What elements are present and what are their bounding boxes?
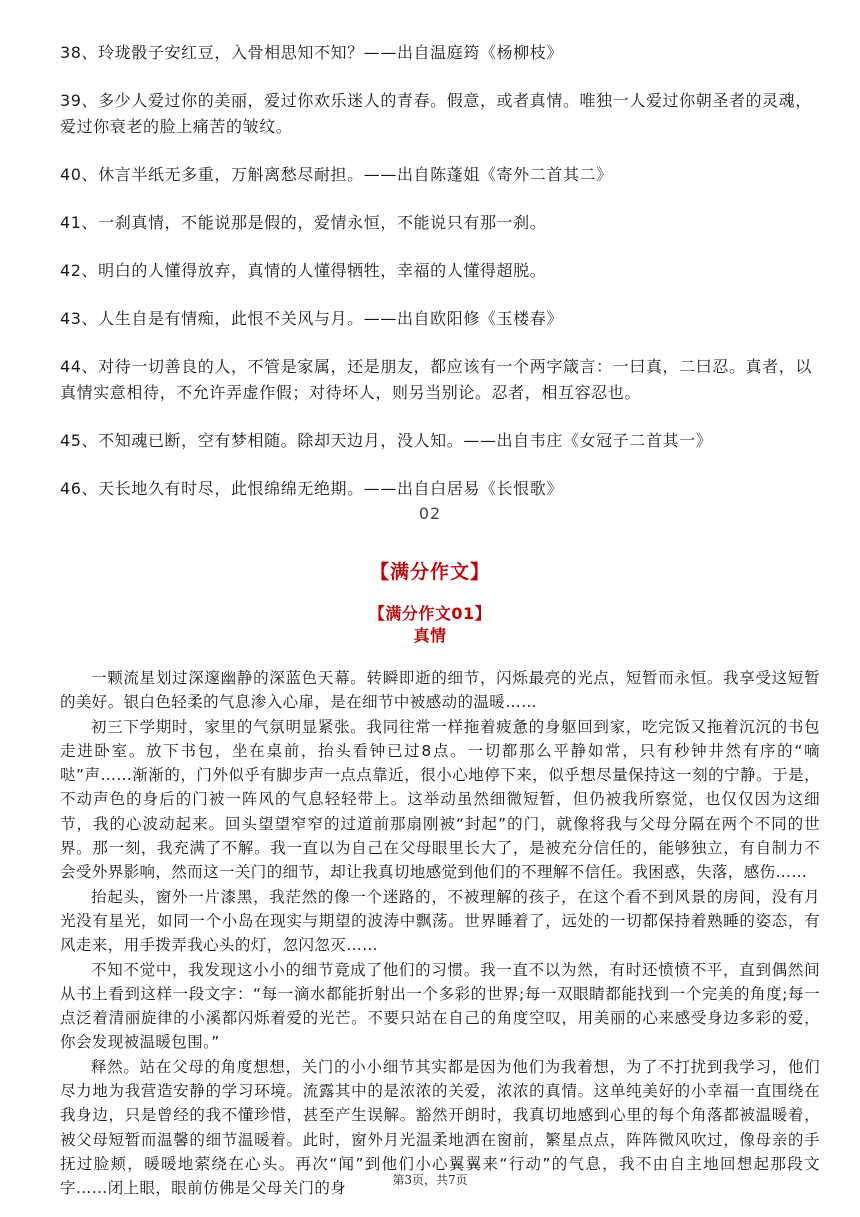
quote-item: 45、不知魂已断，空有梦相随。除却天边月，没人知。——出自韦庄《女冠子二首其一》 xyxy=(60,431,713,450)
essay-title: 真情 xyxy=(413,626,447,645)
quote-item: 40、休言半纸无多重，万斛离愁尽耐担。——出自陈蓬姐《寄外二首其二》 xyxy=(60,165,613,184)
essay-paragraph: 一颗流星划过深邃幽静的深蓝色天幕。转瞬即逝的细节，闪烁最亮的光点，短暂而永恒。我享受这短暂的美好。银白色轻柔的气息渗入心扉，是在细节中被感动的温暖…… xyxy=(60,669,820,712)
section-title: 【满分作文】 xyxy=(369,561,490,583)
quote-item: 38、玲珑骰子安红豆，入骨相思知不知？——出自温庭筠《杨柳枝》 xyxy=(60,43,563,62)
section-number: 02 xyxy=(418,504,442,523)
essay-label: 【满分作文01】 xyxy=(368,604,492,623)
essay-paragraph: 不知不觉中，我发现这小小的细节竟成了他们的习惯。我一直不以为然，有时还愤愤不平，直到偶然间从书上看到这样一段文字：“每一滴水都能折射出一个多彩的世界;每一双眼睛都能找到一个完美的角度;每一点泛着清丽旋律的小溪都闪烁着爱的光芒。不要只站在自己的角度空叹，用美丽的心来感受身边多彩的爱，你会发现被温暖包围。” xyxy=(60,960,820,1052)
quote-item: 41、一刹真情，不能说那是假的，爱情永恒，不能说只有那一刹。 xyxy=(60,213,547,232)
essay-paragraph: 抬起头，窗外一片漆黑，我茫然的像一个迷路的，不被理解的孩子，在这个看不到风景的房间，没有月光没有星光，如同一个小岛在现实与期望的波涛中飘荡。世界睡着了，远处的一切都保持着熟睡的姿态，有风走来，用手拨弄我心头的灯，忽闪忽灭…… xyxy=(60,887,820,955)
quote-item: 44、对待一切善良的人，不管是家属，还是朋友，都应该有一个两字箴言：一曰真，二曰忍。真者，以真情实意相待，不允许弄虚作假；对待坏人，则另当别论。忍者，相互容忍也。 xyxy=(60,357,812,402)
essay-heading xyxy=(0,603,860,647)
quote-item: 43、人生自是有情痴，此恨不关风与月。——出自欧阳修《玉楼春》 xyxy=(60,309,563,328)
quote-list xyxy=(60,40,820,524)
quote-item: 39、多少人爱过你的美丽，爱过你欢乐迷人的青春。假意，或者真情。唯独一人爱过你朝圣者的灵魂，爱过你衰老的脸上痛苦的皱纹。 xyxy=(60,91,812,136)
quote-item: 46、天长地久有时尽，此恨绵绵无绝期。——出自白居易《长恨歌》 xyxy=(60,479,563,498)
essay-paragraph: 释然。站在父母的角度想想，关门的小小细节其实都是因为他们为我着想，为了不打扰到我学习，他们尽力地为我营造安静的学习环境。流露其中的是浓浓的关爱，浓浓的真情。这单纯美好的小幸福一直围绕在我身边，只是曾经的我不懂珍惜，甚至产生误解。豁然开朗时，我真切地感到心里的每个角落都被温暖着，被父母短暂而温馨的细节温暖着。此时，窗外月光温柔地洒在窗前，繁星点点，阵阵微风吹过，像母亲的手抚过脸颊，暖暖地萦绕在心头。再次“闻”到他们小心翼翼来“行动”的气息，我不由自主地回想起那段文字……闭上眼，眼前仿佛是父母关门的身 xyxy=(60,1057,820,1198)
quote-item: 42、明白的人懂得放弃，真情的人懂得牺牲，幸福的人懂得超脱。 xyxy=(60,261,547,280)
essay-paragraph: 初三下学期时，家里的气氛明显紧张。我同往常一样拖着疲惫的身躯回到家，吃完饭又拖着沉沉的书包走进卧室。放下书包，坐在桌前，抬头看钟已过8点。一切都那么平静如常，只有秒钟井然有序的“嘀哒”声……渐渐的，门外似乎有脚步声一点点靠近，很小心地停下来，似乎想尽量保持这一刻的宁静。于是，不动声色的身后的门被一阵风的气息轻轻带上。这举动虽然细微短暂，但仍被我所察觉，也仅仅因为这细节，我的心波动起来。回头望望窄窄的过道前那扇刚被“封起”的门，就像将我与父母分隔在两个不同的世界。那一刻，我充满了不解。我一直以为自己在父母眼里长大了，是被充分信任的，能够独立，有自制力不会受外界影响，然而这一关门的细节，却让我真切地感觉到他们的不理解不信任。我困惑，失落，感伤…… xyxy=(60,717,820,882)
essay-body xyxy=(60,666,820,1201)
page-footer: 第3页，共7页 xyxy=(392,1173,468,1187)
